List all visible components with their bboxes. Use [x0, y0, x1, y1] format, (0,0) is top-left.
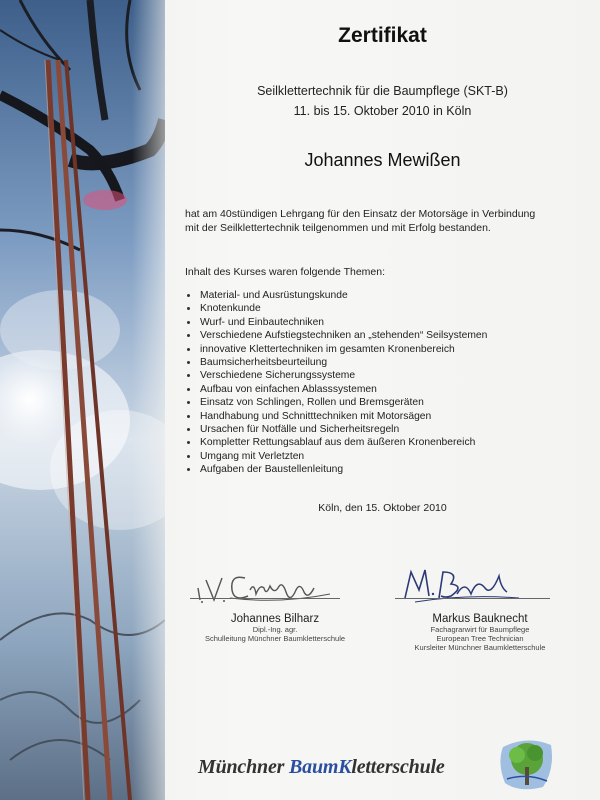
logo-text-part: K	[338, 756, 352, 778]
right-signer	[385, 613, 575, 652]
place-date: Köln, den 15. Oktober 2010	[318, 502, 447, 514]
left-signer	[180, 613, 370, 643]
topic-item: Wurf- und Einbautechniken	[186, 316, 487, 329]
topic-item: Aufgaben der Baustellenleitung	[186, 463, 487, 476]
topic-item: Knotenkunde	[186, 302, 487, 315]
logo-text-part: Baum	[289, 756, 339, 778]
paragraph-line: hat am 40stündigen Lehrgang für den Einsatz der Motorsäge in Verbindung	[185, 208, 536, 220]
left-signer-title: Schulleitung Münchner Baumkletterschule	[204, 634, 346, 643]
topic-item: Aufbau von einfachen Ablasssystemen	[186, 383, 487, 396]
logo-text-part: letterschule	[351, 756, 445, 778]
tree-climbing-ropes-photo	[0, 0, 165, 800]
topics-intro: Inhalt des Kurses waren folgende Themen:	[185, 266, 386, 278]
completion-paragraph	[185, 207, 585, 235]
topic-item: Umgang mit Verletzten	[186, 450, 487, 463]
right-signature	[395, 558, 525, 608]
left-signer-name: Johannes Bilharz	[230, 613, 320, 625]
paragraph-line: mit der Seilklettertechnik teilgenommen und mit Erfolg bestanden.	[185, 222, 491, 234]
topic-item: innovative Klettertechniken im gesamten Kronenbereich	[186, 343, 487, 356]
topic-item: Handhabung und Schnitttechniken mit Motorsägen	[186, 410, 487, 423]
topic-item: Einsatz von Schlingen, Rollen und Bremsgeräten	[186, 396, 487, 409]
left-signature	[190, 560, 340, 610]
right-signer-title: European Tree Technician	[436, 634, 524, 643]
recipient-name: Johannes Mewißen	[304, 150, 461, 170]
left-signer-title: Dipl.-Ing. agr.	[252, 625, 298, 634]
topics-list	[186, 289, 487, 477]
logo-text-part: Münchner	[198, 756, 290, 778]
topic-item: Ursachen für Notfälle und Sicherheitsregeln	[186, 423, 487, 436]
topic-item: Verschiedene Aufstiegstechniken an „stehenden“ Seilsystemen	[186, 329, 487, 342]
topic-item: Verschiedene Sicherungssysteme	[186, 369, 487, 382]
topic-item: Baumsicherheitsbeurteilung	[186, 356, 487, 369]
left-signature-line	[190, 598, 340, 599]
topic-item: Material- und Ausrüstungskunde	[186, 289, 487, 302]
course-dates: 11. bis 15. Oktober 2010 in Köln	[293, 104, 472, 118]
right-signer-title: Kursleiter Münchner Baumkletterschule	[414, 643, 546, 652]
right-signer-title: Fachagrarwirt für Baumpflege	[430, 625, 530, 634]
certificate-title: Zertifikat	[338, 24, 427, 47]
school-logo-text	[198, 756, 445, 779]
tree-logo-icon	[497, 733, 557, 793]
right-signer-name: Markus Bauknecht	[432, 613, 528, 625]
course-name: Seilklettertechnik für die Baumpflege (SKT-B)	[257, 84, 508, 98]
right-signature-line	[395, 598, 550, 599]
topic-item: Kompletter Rettungsablauf aus dem äußeren Kronenbereich	[186, 436, 487, 449]
